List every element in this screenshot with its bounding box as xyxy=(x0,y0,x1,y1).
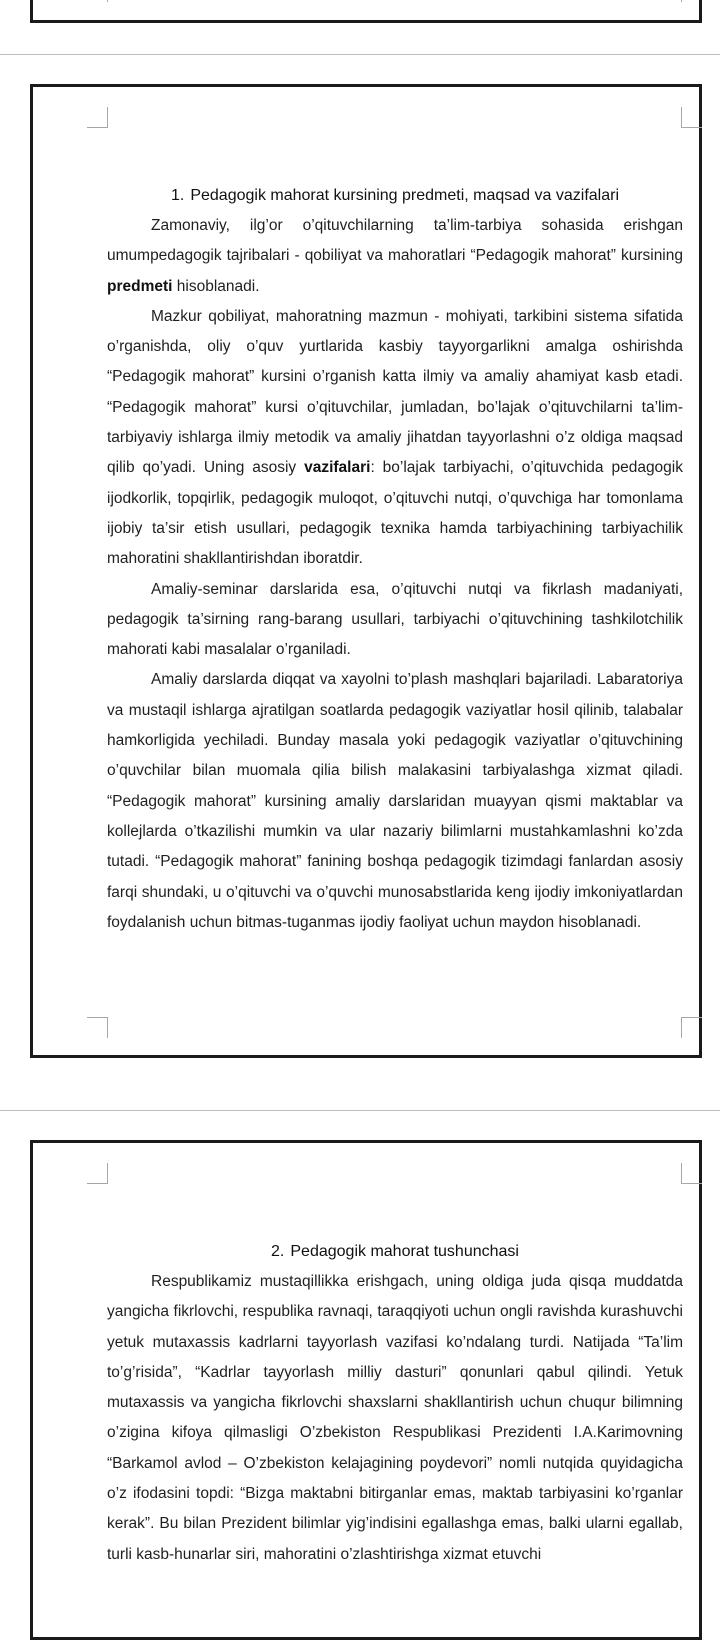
margin-corner-mark xyxy=(87,1163,108,1184)
section-heading: 1. Pedagogik mahorat kursining predmeti, maqsad va vazifalari xyxy=(170,187,619,204)
margin-corner-mark xyxy=(681,107,702,128)
paragraph: Mazkur qobiliyat, mahoratning mazmun - mohiyati, tarkibini sistema sifatida o’rganishda, oliy o’quv yurtlarida kasbiy tayyorgarlikni amalga oshirishda “Pedagogik mahorat” kursini o’rganish katta ilmiy va amaliy ahamiyat kasb etadi. “Pedagogik mahorat” kursi o’qituvchilar, jumladan, bo’lajak o’qituvchilarni ta’lim-tarbiyaviy ishlarga ilmiy metodik va amaliy jihatdan tayyorlashni o’z oldiga maqsad qilib qo’yadi. Uning asosiy vazifalari: bo’lajak tarbiyachi, o’qituvchida pedagogik ijodkorlik, topqirlik, pedagogik muloqot, o’qituvchi nutqi, o’quvchiga har tomonlama ijobiy ta’sir etish usullari, pedagogik texnika hamda tarbiyachining tarbiyachilik mahoratini shakllantirishdan iboratdir. xyxy=(107,307,683,568)
margin-corner-mark xyxy=(87,0,108,2)
paragraph: Zamonaviy, ilg’or o’qituvchilarning ta’lim-tarbiya sohasida erishgan umumpedagogik tajribalari - qobiliyat va mahoratlari “Pedagogik mahorat” kursining predmeti hisoblanadi. xyxy=(107,217,683,295)
margin-corner-mark xyxy=(87,107,108,128)
margin-corner-mark xyxy=(681,0,702,2)
bold-term: vazifalari xyxy=(304,459,371,477)
document-page xyxy=(30,1140,702,1640)
margin-corner-mark xyxy=(681,1163,702,1184)
page-body xyxy=(107,1237,683,1570)
section-heading: 2. Pedagogik mahorat tushunchasi xyxy=(271,1243,519,1260)
paragraph: Respublikamiz mustaqillikka erishgach, uning oldiga juda qisqa muddatda yangicha fikrlovchi, respublika ravnaqi, taraqqiyoti uchun ongli ravishda kurashuvchi yetuk mutaxassis kadrlarni tayyorlash vazifasi ko’ndalang turdi. Natijada “Ta’lim to’g’risida”, “Kadrlar tayyorlash milliy dasturi” qonunlari qabul qilindi. Yetuk mutaxassis va yangicha fikrlovchi shaxslarni shakllantirish uchun chuqur bilimning o’zigina kifoya qilmasligi O’zbekiston Respublikasi Prezidenti I.A.Karimovning “Barkamol avlod – O’zbekiston kelajagining poydevori” nomli nutqida quyidagicha o’z ifodasini topdi: “Bizga maktabni bitirganlar emas, maktab tarbiyasini ko’rganlar kerak”. Bu bilan Prezident bilimlar yig’indisini egallashga emas, balki ularni egallab, turli kasb-hunarlar siri, mahoratini o’zlashtirishga xizmat etuvchi xyxy=(107,1273,683,1563)
page-body xyxy=(107,181,683,938)
bold-term: predmeti xyxy=(107,277,173,295)
paragraph: Amaliy-seminar darslarida esa, o’qituvchi nutqi va fikrlash madaniyati, pedagogik ta’sirning rang-barang usullari, tarbiyachi o’qituvchining tashkilotchilik mahorati kabi masalalar o’rganiladi. xyxy=(107,580,683,659)
page-separator xyxy=(0,54,720,55)
paragraph: Amaliy darslarda diqqat va xayolni to’plash mashqlari bajariladi. Labaratoriya va mustaqil ishlarga ajratilgan soatlarda pedagogik vaziyatlar hosil qilinib, talabalar hamkorligida yechiladi. Bunday masala yoki pedagogik vaziyatlar o’qituvchining o’quvchilar bilan muomala qilia bilish malakasini tarbiyalashga xizmat qiladi. “Pedagogik mahorat” kursining amaliy darslaridan muayyan qismi maktablar va kollejlarda o’tkazilishi mumkin va ular nazariy bilimlarni mustahkamlashni ko’zda tutadi. “Pedagogik mahorat” fanining boshqa pedagogik tizimdagi fanlardan asosiy farqi shundaki, u o’qituvchi va o’quvchi munosabstlarida keng ijodiy imkoniyatlardan foydalanish uchun bitmas-tuganmas ijodiy faoliyat uchun maydon hisoblanadi. xyxy=(107,671,683,931)
page-separator xyxy=(0,1110,720,1111)
document-page-previous xyxy=(30,0,702,23)
margin-corner-mark xyxy=(681,1017,702,1038)
margin-corner-mark xyxy=(87,1017,108,1038)
document-page xyxy=(30,84,702,1058)
